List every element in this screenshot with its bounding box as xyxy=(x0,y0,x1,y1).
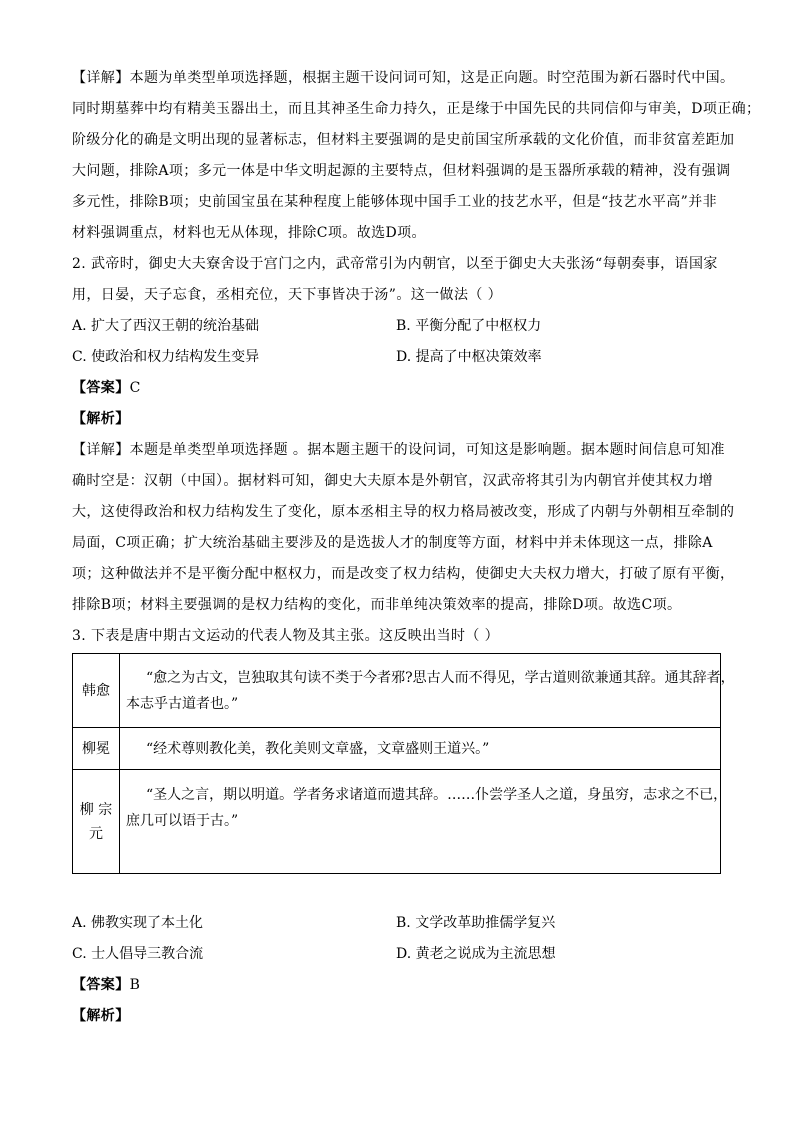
q2-answer xyxy=(72,378,141,398)
q3-answer xyxy=(72,975,140,995)
name-part: 柳 宗 xyxy=(79,801,113,818)
q2-option-c: C. 使政治和权力结构发生变异 xyxy=(72,349,260,365)
table-row xyxy=(73,654,721,728)
quote-line: 庶几可以语于古。” xyxy=(126,813,239,829)
name-part: 元 xyxy=(89,825,103,842)
quote-cell xyxy=(120,770,728,874)
q2-detail-line: 大，这使得政治和权力结构发生了变化，原本丞相主导的权力格局被改变，形成了内朝与外朝相互牵制的 xyxy=(72,504,735,520)
question-2-stem: 用，日晏，天子忘食，丞相充位，天下事皆决于汤”。这一做法（ ） xyxy=(72,287,503,303)
quote-line: “愈之为古文，岂独取其句读不类于今者邪?思古人而不得见，学古道则欲兼通其辞。通其辞者， xyxy=(146,669,735,686)
q2-detail-line: 确时空是：汉朝（中国）。据材料可知，御史大夫原本是外朝官，汉武帝将其引为内朝官并使其权力增 xyxy=(72,473,713,489)
q3-option-c: C. 士人倡导三教合流 xyxy=(72,946,204,962)
q2-analysis-tag: 【解析】 xyxy=(72,411,130,427)
question-3-stem: 3. 下表是唐中期古文运动的代表人物及其主张。这反映出当时（ ） xyxy=(72,628,500,644)
person-name-cell: 韩愈 xyxy=(73,654,120,728)
analysis-line: 同时期墓葬中均有精美玉器出土，而且其神圣生命力持久，正是缘于中国先民的共同信仰与审美，D项正确； xyxy=(72,101,761,117)
q2-detail-line: 排除B项；材料主要强调的是权力结构的变化，而非单纯决策效率的提高，排除D项。故选C项。 xyxy=(72,597,682,613)
person-name-cell: 柳冕 xyxy=(73,728,120,770)
quote-cell xyxy=(120,654,735,728)
q3-option-b: B. 文学改革助推儒学复兴 xyxy=(396,915,556,931)
question-2-stem: 2. 武帝时，御史大夫寮舍设于宫门之内，武帝常引为内朝官，以至于御史大夫张汤“每朝奏事，语国家 xyxy=(72,256,718,272)
table-row xyxy=(73,770,721,874)
analysis-line: 多元性，排除B项；史前国宝虽在某种程度上能够体现中国手工业的技艺水平，但是“技艺水平高”并非 xyxy=(72,194,717,210)
q3-option-a: A. 佛教实现了本土化 xyxy=(72,915,204,931)
quote-line: “经术尊则教化美，教化美则文章盛，文章盛则王道兴。” xyxy=(146,740,490,757)
quote-cell xyxy=(120,728,721,770)
quote-line: 本志乎古道者也。” xyxy=(126,695,239,712)
q3-quote-table xyxy=(72,653,735,874)
analysis-line: 材料强调重点，材料也无从体现，排除C项。故选D项。 xyxy=(72,225,426,241)
q3-option-d: D. 黄老之说成为主流思想 xyxy=(396,946,556,962)
analysis-line: 大问题，排除A项；多元一体是中华文明起源的主要特点，但材料强调的是玉器所承载的精神，没有强调 xyxy=(72,163,731,179)
answer-tag: 【答案】 xyxy=(72,380,130,396)
q2-option-d: D. 提高了中枢决策效率 xyxy=(396,349,542,365)
person-name-cell xyxy=(73,770,120,874)
answer-value: C xyxy=(129,380,141,396)
quote-line: “圣人之言，期以明道。学者务求诸道而遗其辞。……仆尝学圣人之道，身虽穷，志求之不已， xyxy=(146,787,728,803)
q2-option-a: A. 扩大了西汉王朝的统治基础 xyxy=(72,318,260,334)
q2-option-b: B. 平衡分配了中枢权力 xyxy=(396,318,542,334)
analysis-line: 阶级分化的确是文明出现的显著标志，但材料主要强调的是史前国宝所承载的文化价值，而非贫富差距加 xyxy=(72,132,735,148)
answer-value: B xyxy=(129,977,141,993)
q2-detail-line: 局面，C项正确；扩大统治基础主要涉及的是选拔人才的制度等方面，材料中并未体现这一点，排除A xyxy=(72,535,713,551)
answer-tag: 【答案】 xyxy=(72,977,130,993)
q2-detail-line: 项；这种做法并不是平衡分配中枢权力，而是改变了权力结构，使御史大夫权力增大，打破了原有平衡， xyxy=(72,566,735,582)
analysis-line: 【详解】本题为单类型单项选择题，根据主题干设问词可知，这是正向题。时空范围为新石器时代中国。 xyxy=(72,70,735,86)
q2-detail-line: 【详解】本题是单类型单项选择题 。据本题主题干的设问词，可知这是影响题。据本题时间信息可知准 xyxy=(72,442,725,458)
q3-analysis-tag: 【解析】 xyxy=(72,1008,130,1024)
table-row xyxy=(73,728,721,770)
